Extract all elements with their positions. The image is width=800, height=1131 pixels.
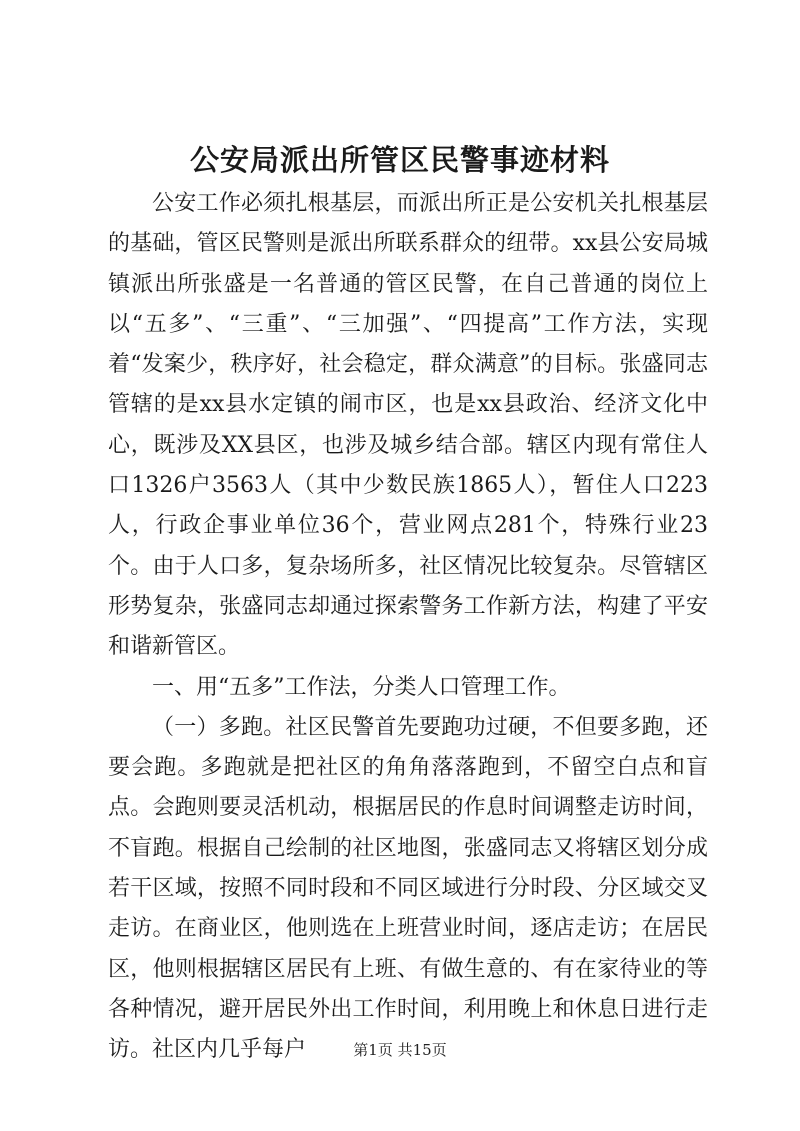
paragraph-section-heading: 一、用“五多”工作法，分类人口管理工作。 (152, 674, 571, 700)
paragraph-intro: 公安工作必须扎根基层，而派出所正是公安机关扎根基层的基础，管区民警则是派出所联系群众的纽带。xx县公安局城镇派出所张盛是一名普通的管区民警，在自己普通的岗位上以“五多”、“三重”、“三加强”、“四提高”工作方法，实现着“发案少，秩序好，社会稳定，群众满意”的目标。张盛同志管辖的是xx县水定镇的闹市区，也是xx县政治、经济文化中心，既涉及XX县区，也涉及城乡结合部。辖区内现有常住人口1326户3563人（其中少数民族1865人），暂住人口223人，行政企事业单位36个，营业网点281个，特殊行业23个。由于人口多，复杂场所多，社区情况比较复杂。尽管辖区形势复杂，张盛同志却通过探索警务工作新方法，构建了平安和谐新管区。 (108, 191, 708, 660)
paragraph-duopao: （一）多跑。社区民警首先要跑功过硬，不但要多跑，还要会跑。多跑就是把社区的角角落落跑到，不留空白点和盲点。会跑则要灵活机动，根据居民的作息时间调整走访时间，不盲跑。根据自己绘制的社区地图，张盛同志又将辖区划分成若干区域，按照不同时段和不同区域进行分时段、分区域交叉走访。在商业区，他则选在上班营业时间，逐店走访；在居民区，他则根据辖区居民有上班、有做生意的、有在家待业的等各种情况，避开居民外出工作时间，利用晚上和休息日进行走访。社区内几乎每户 (108, 714, 708, 1063)
document-title: 公安局派出所管区民警事迹材料 (189, 143, 610, 177)
document-body (108, 184, 708, 1071)
page-number-footer: 第1页 共15页 (353, 1041, 447, 1059)
